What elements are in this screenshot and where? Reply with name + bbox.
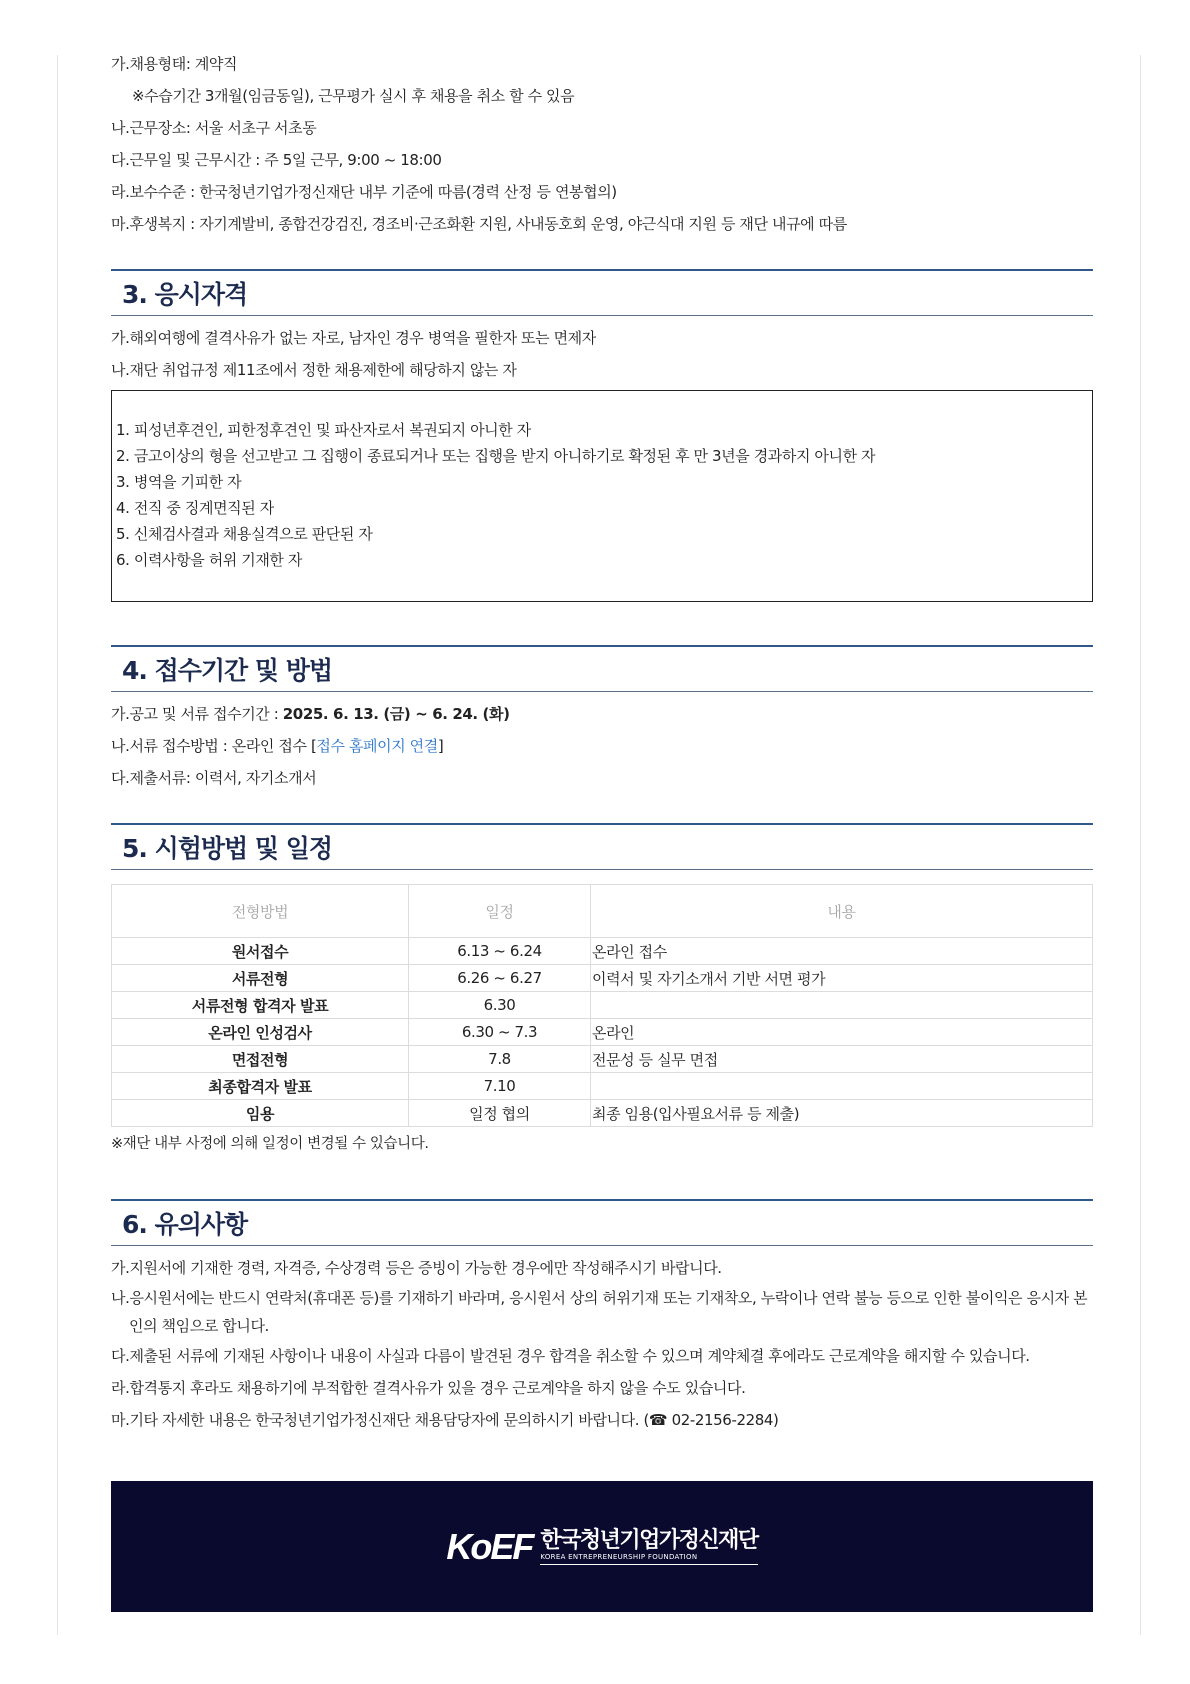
page-border-left: [57, 55, 58, 1635]
employment-type: 가.채용형태: 계약직: [111, 55, 238, 73]
notice-item: 가.지원서에 기재한 경력, 자격증, 수상경력 등은 증빙이 가능한 경우에만 작성해주시기 바랍니다.: [111, 1259, 722, 1277]
period-value: 2025. 6. 13. (금) ~ 6. 24. (화): [282, 705, 510, 723]
cell-method: 임용: [112, 1100, 409, 1127]
cell-method: 원서접수: [112, 938, 409, 965]
cell-date: 6.26 ~ 6.27: [409, 965, 591, 992]
section-title: 3. 응시자격: [122, 280, 248, 309]
table-row: [112, 1073, 1093, 1100]
cell-method: 최종합격자 발표: [112, 1073, 409, 1100]
work-location: 나.근무장소: 서울 서초구 서초동: [111, 119, 317, 137]
section-heading-application: [111, 645, 1093, 692]
cell-date: 7.10: [409, 1073, 591, 1100]
koef-logo: [446, 1526, 757, 1568]
notice-item: 다.제출된 서류에 기재된 사항이나 내용이 사실과 다름이 발견된 경우 합격을 취소할 수 있으며 계약체결 후에라도 근로계약을 해지할 수 있습니다.: [111, 1347, 1030, 1365]
welfare: 마.후생복지 : 자기계발비, 종합건강검진, 경조비·근조화환 지원, 사내동호회 운영, 야근식대 지원 등 재단 내규에 따름: [111, 215, 847, 233]
cell-content: 온라인 접수: [591, 938, 1093, 965]
application-homepage-link[interactable]: 접수 홈페이지 연결: [316, 737, 438, 755]
disqualification-item: 6. 이력사항을 허위 기재한 자: [116, 551, 302, 569]
cell-method: 서류전형 합격자 발표: [112, 992, 409, 1019]
period-label: 가.공고 및 서류 접수기간 :: [111, 705, 283, 723]
disqualification-box: [111, 390, 1093, 602]
cell-content: 전문성 등 실무 면접: [591, 1046, 1093, 1073]
section-title: 5. 시험방법 및 일정: [122, 834, 333, 863]
table-header-row: [112, 885, 1093, 938]
employment-conditions: [111, 48, 1093, 240]
cell-date: 7.8: [409, 1046, 591, 1073]
cell-content: 온라인: [591, 1019, 1093, 1046]
footer-banner: [111, 1481, 1093, 1612]
schedule-table: [111, 884, 1093, 1127]
section-title: 4. 접수기간 및 방법: [122, 656, 333, 685]
table-row: [112, 938, 1093, 965]
header-method: 전형방법: [112, 885, 409, 938]
cell-content: 이력서 및 자기소개서 기반 서면 평가: [591, 965, 1093, 992]
cell-method: 서류전형: [112, 965, 409, 992]
logo-english-name: KOREA ENTREPRENEURSHIP FOUNDATION: [540, 1553, 757, 1565]
cell-date: 6.30 ~ 7.3: [409, 1019, 591, 1046]
table-row: [112, 992, 1093, 1019]
disqualification-item: 1. 피성년후견인, 피한정후견인 및 파산자로서 복권되지 아니한 자: [116, 421, 531, 439]
application-method: [111, 730, 1093, 762]
qualification-item: 가.해외여행에 결격사유가 없는 자로, 남자인 경우 병역을 필한자 또는 면제자: [111, 329, 596, 347]
application-period: [111, 698, 1093, 730]
page-border-right: [1140, 55, 1141, 1635]
cell-date: 일정 협의: [409, 1100, 591, 1127]
table-row: [112, 965, 1093, 992]
section-title: 6. 유의사항: [122, 1210, 248, 1239]
table-row: [112, 1019, 1093, 1046]
cell-method: 면접전형: [112, 1046, 409, 1073]
disqualification-item: 5. 신체검사결과 채용실격으로 판단된 자: [116, 525, 373, 543]
cell-method: 온라인 인성검사: [112, 1019, 409, 1046]
logo-mark: KoEF: [446, 1525, 533, 1567]
notice-item: 라.합격통지 후라도 채용하기에 부적합한 결격사유가 있을 경우 근로계약을 하지 않을 수도 있습니다.: [111, 1379, 746, 1397]
section-heading-notes: [111, 1199, 1093, 1246]
document-body: [111, 48, 1093, 1436]
cell-content: [591, 1073, 1093, 1100]
work-hours: 다.근무일 및 근무시간 : 주 5일 근무, 9:00 ~ 18:00: [111, 151, 442, 169]
notice-item: 나.응시원서에는 반드시 연락처(휴대폰 등)를 기재하기 바라며, 응시원서 상의 허위기재 또는 기재착오, 누락이나 연락 불능 등으로 인한 불이익은 응시자 본인의 책임으로 합니다.: [111, 1289, 1088, 1335]
table-row: [112, 1100, 1093, 1127]
schedule-note: ※재단 내부 사정에 의해 일정이 변경될 수 있습니다.: [111, 1136, 429, 1152]
probation-note: ※수습기간 3개월(임금동일), 근무평가 실시 후 채용을 취소 할 수 있음: [132, 87, 575, 105]
logo-korean-name: 한국청년기업가정신재단: [540, 1527, 758, 1553]
logo-text: [540, 1529, 757, 1565]
cell-content: [591, 992, 1093, 1019]
disqualification-item: 3. 병역을 기피한 자: [116, 473, 242, 491]
cell-content: 최종 임용(입사필요서류 등 제출): [591, 1100, 1093, 1127]
table-row: [112, 1046, 1093, 1073]
header-content: 내용: [591, 885, 1093, 938]
method-label: 나.서류 접수방법 : 온라인 접수 [: [111, 737, 317, 755]
required-documents: 다.제출서류: 이력서, 자기소개서: [111, 769, 317, 787]
cell-date: 6.13 ~ 6.24: [409, 938, 591, 965]
header-date: 일정: [409, 885, 591, 938]
section-heading-schedule: [111, 823, 1093, 870]
disqualification-item: 4. 전직 중 징계면직된 자: [116, 499, 274, 517]
cell-date: 6.30: [409, 992, 591, 1019]
method-end: ]: [437, 737, 444, 755]
disqualification-item: 2. 금고이상의 형을 선고받고 그 집행이 종료되거나 또는 집행을 받지 아니하기로 확정된 후 만 3년을 경과하지 아니한 자: [116, 447, 876, 465]
salary-level: 라.보수수준 : 한국청년기업가정신재단 내부 기준에 따름(경력 산정 등 연봉협의): [111, 183, 617, 201]
qualification-item: 나.재단 취업규정 제11조에서 정한 채용제한에 해당하지 않는 자: [111, 361, 517, 379]
notice-item: 마.기타 자세한 내용은 한국청년기업가정신재단 채용담당자에 문의하시기 바랍니다. (☎ 02-2156-2284): [111, 1411, 779, 1429]
section-heading-qualifications: [111, 269, 1093, 316]
